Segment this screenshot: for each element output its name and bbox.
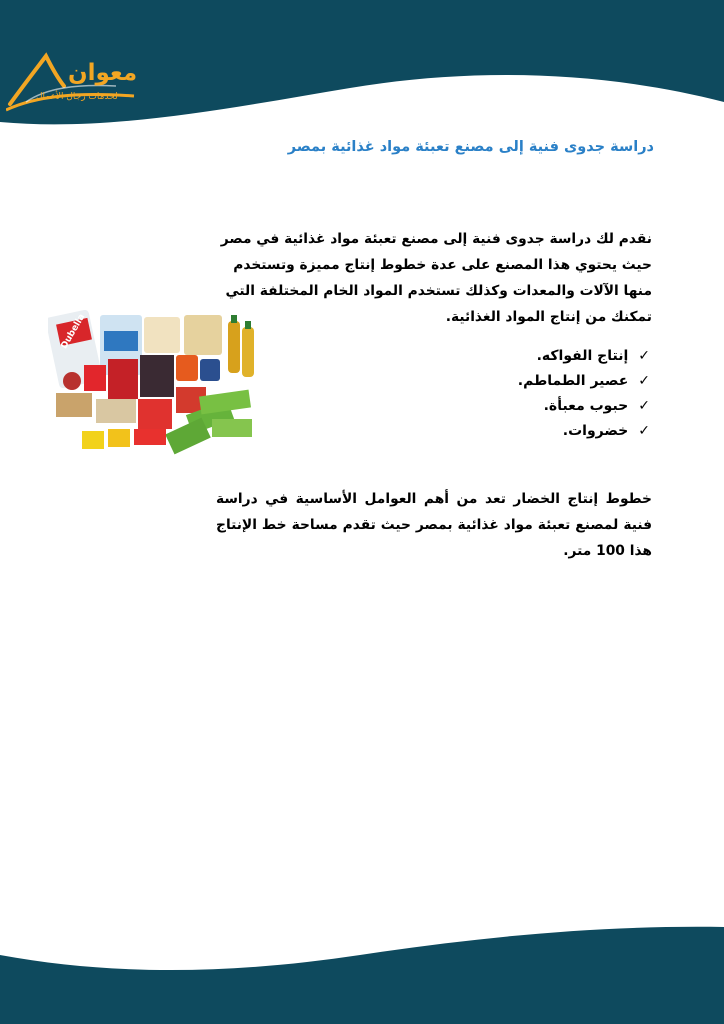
- brand-tagline: لخدمات رجال الأعمال: [36, 92, 118, 102]
- list-item: ✓إنتاج الفواكه.: [518, 344, 650, 369]
- list-item: ✓حبوب معبأة.: [518, 394, 650, 419]
- intro-paragraph: نقدم لك دراسة جدوى فنية إلى مصنع تعبئة مواد غذائية في مصر حيث يحتوي هذا المصنع على عدة خطوط إنتاج مميزة وتستخدم منها الآلات والمعدات وكذلك تستخدم المواد الخام المختلفة التي تمكنك من إنتاج المواد الغذائية.: [220, 230, 652, 325]
- checklist: [518, 344, 650, 444]
- product-brand-label: Dubella: [59, 312, 88, 351]
- brand-name: معوان: [68, 60, 138, 86]
- food-products-image: [48, 307, 270, 459]
- check-icon: ✓: [638, 423, 650, 439]
- check-icon: ✓: [638, 398, 650, 414]
- page-title: دراسة جدوى فنية إلى مصنع تعبئة مواد غذائية بمصر: [287, 139, 654, 155]
- check-icon: ✓: [638, 348, 650, 364]
- outro-paragraph: خطوط إنتاج الخضار تعد من أهم العوامل الأساسية في دراسة فنية لمصنع تعبئة مواد غذائية بمصر حيث تقدم مساحة خط الإنتاج هذا 100 متر.: [216, 490, 652, 559]
- list-item: ✓خضروات.: [518, 419, 650, 444]
- list-item: ✓عصير الطماطم.: [518, 369, 650, 394]
- footer-wave: [0, 915, 724, 1024]
- check-icon: ✓: [638, 373, 650, 389]
